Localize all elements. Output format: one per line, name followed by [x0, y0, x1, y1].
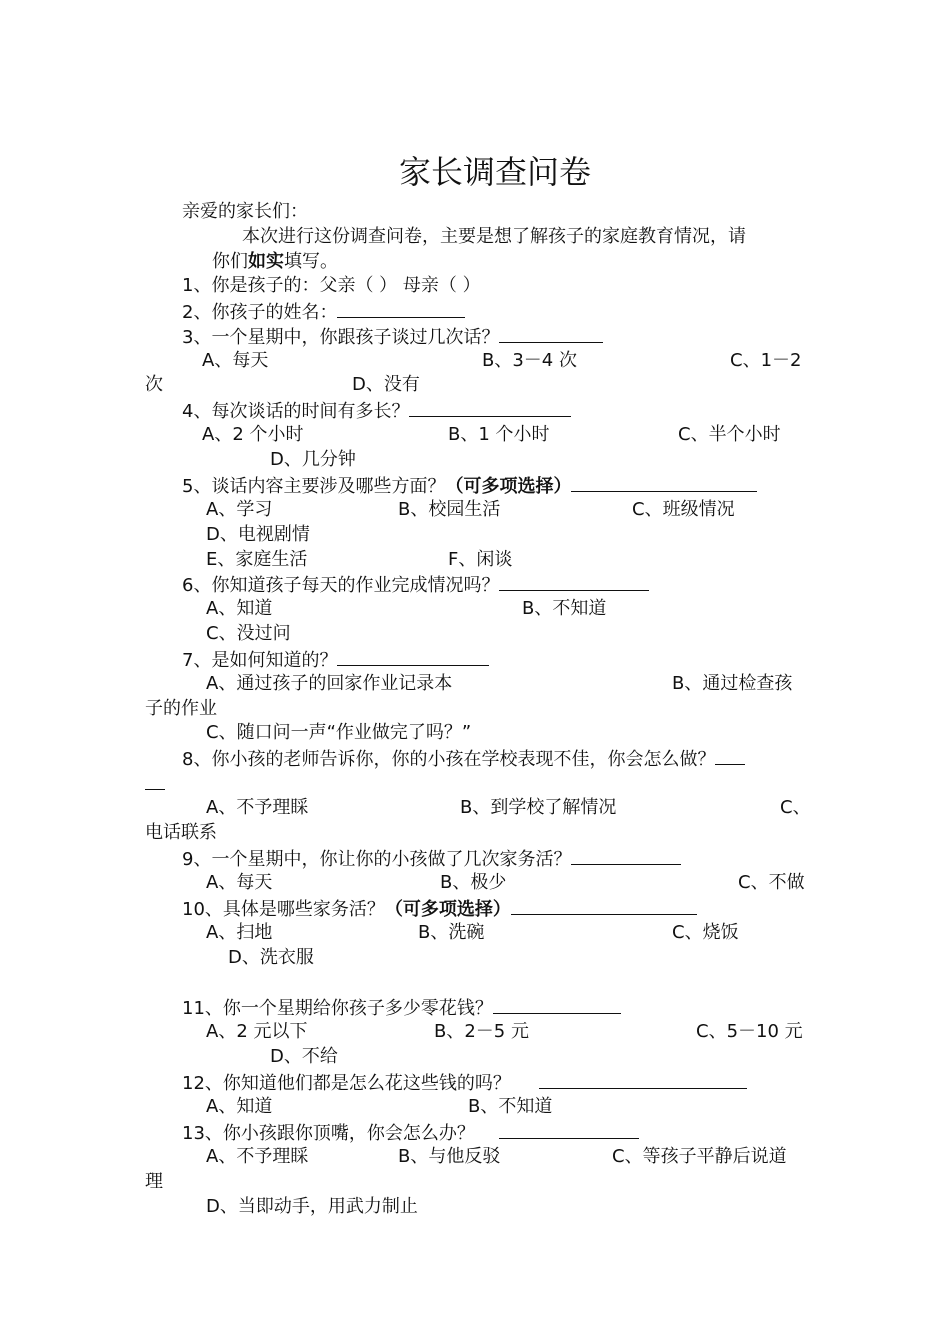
option: C、不做	[738, 872, 805, 893]
question-3	[182, 325, 603, 349]
option: D、洗衣服	[228, 947, 314, 968]
question-7	[182, 648, 489, 672]
option: B、洗碗	[418, 922, 485, 943]
option: B、到学校了解情况	[460, 797, 617, 818]
question-text: 2、你孩子的姓名：	[182, 302, 338, 323]
option-continuation: 子的作业	[145, 698, 217, 719]
answer-blank[interactable]	[499, 325, 603, 343]
answer-blank[interactable]	[539, 1071, 747, 1089]
option: D、当即动手，用武力制止	[206, 1196, 418, 1217]
question-4	[182, 399, 571, 423]
option: C、随口问一声“作业做完了吗？”	[206, 722, 472, 743]
option: B、1 个小时	[448, 424, 550, 445]
answer-blank[interactable]	[715, 747, 745, 765]
option: E、家庭生活	[206, 549, 308, 570]
answer-blank[interactable]	[493, 996, 621, 1014]
question-text: 3、一个星期中，你跟孩子谈过几次话？	[182, 327, 500, 348]
intro-line-1: 本次进行这份调查问卷，主要是想了解孩子的家庭教育情况，请	[242, 226, 746, 247]
question-13	[182, 1121, 639, 1145]
question-text: 11、你一个星期给你孩子多少零花钱？	[182, 998, 493, 1019]
option: D、不给	[270, 1046, 338, 1067]
answer-blank[interactable]	[499, 573, 649, 591]
question-text: 9、一个星期中，你让你的小孩做了几次家务活？	[182, 849, 572, 870]
option: B、3－4 次	[482, 350, 577, 371]
option: A、知道	[206, 598, 273, 619]
question-text: 6、你知道孩子每天的作业完成情况吗？	[182, 575, 500, 596]
multi-select-note: （可多项选择）	[384, 899, 511, 920]
option: A、2 个小时	[202, 424, 304, 445]
answer-blank[interactable]	[337, 648, 489, 666]
intro-line-2	[212, 251, 338, 273]
question-text: 13、你小孩跟你顶嘴，你会怎么办？	[182, 1123, 475, 1144]
question-text: 7、是如何知道的？	[182, 650, 338, 671]
option: C、没过问	[206, 623, 291, 644]
question-text: 5、谈话内容主要涉及哪些方面？	[182, 476, 446, 497]
option: B、2－5 元	[434, 1021, 529, 1042]
answer-blank[interactable]	[511, 897, 697, 915]
option-continuation: 理	[145, 1171, 163, 1192]
option: C、	[780, 797, 811, 818]
question-5	[182, 474, 757, 498]
option: C、半个小时	[678, 424, 781, 445]
option: A、每天	[206, 872, 273, 893]
answer-blank[interactable]	[409, 399, 571, 417]
option: D、几分钟	[270, 449, 356, 470]
option: C、等孩子平静后说道	[612, 1146, 787, 1167]
answer-blank-continuation[interactable]	[145, 772, 165, 796]
option: A、不予理睬	[206, 797, 309, 818]
intro-text: 你们	[212, 251, 248, 272]
question-10	[182, 897, 697, 921]
page-title: 家长调查问卷	[398, 153, 591, 191]
option: A、每天	[202, 350, 269, 371]
option-continuation: 次	[145, 374, 163, 395]
option: A、学习	[206, 499, 273, 520]
option: D、电视剧情	[206, 524, 310, 545]
greeting: 亲爱的家长们：	[182, 201, 308, 222]
question-2	[182, 300, 465, 324]
answer-blank[interactable]	[571, 474, 757, 492]
answer-blank[interactable]	[571, 847, 681, 865]
option: C、5－10 元	[696, 1021, 803, 1042]
question-text: 10、具体是哪些家务活？	[182, 899, 385, 920]
option: B、通过检查孩	[672, 673, 793, 694]
option-continuation: 电话联系	[145, 822, 217, 843]
option: C、班级情况	[632, 499, 735, 520]
multi-select-note: （可多项选择）	[445, 476, 572, 497]
intro-emphasis: 如实	[248, 251, 284, 272]
option: B、不知道	[468, 1096, 553, 1117]
question-1: 1、你是孩子的：父亲（ ） 母亲（ ）	[182, 275, 481, 296]
question-8	[182, 747, 745, 771]
option: A、知道	[206, 1096, 273, 1117]
option: C、1－2	[730, 350, 802, 371]
question-text: 12、你知道他们都是怎么花这些钱的吗？	[182, 1073, 511, 1094]
question-text: 8、你小孩的老师告诉你，你的小孩在学校表现不佳，你会怎么做？	[182, 749, 716, 770]
option: F、闲谈	[448, 549, 513, 570]
intro-text: 填写。	[284, 251, 338, 272]
question-6	[182, 573, 649, 597]
option: B、与他反驳	[398, 1146, 501, 1167]
option: A、扫地	[206, 922, 273, 943]
option: B、不知道	[522, 598, 607, 619]
answer-blank[interactable]	[145, 772, 165, 790]
option: B、校园生活	[398, 499, 501, 520]
question-12	[182, 1071, 747, 1095]
option: A、通过孩子的回家作业记录本	[206, 673, 453, 694]
option: D、没有	[352, 374, 420, 395]
option: A、2 元以下	[206, 1021, 308, 1042]
answer-blank[interactable]	[499, 1121, 639, 1139]
option: C、烧饭	[672, 922, 739, 943]
question-9	[182, 847, 681, 871]
question-11	[182, 996, 621, 1020]
question-text: 4、每次谈话的时间有多长？	[182, 401, 410, 422]
option: B、极少	[440, 872, 507, 893]
option: A、不予理睬	[206, 1146, 309, 1167]
answer-blank[interactable]	[337, 300, 465, 318]
